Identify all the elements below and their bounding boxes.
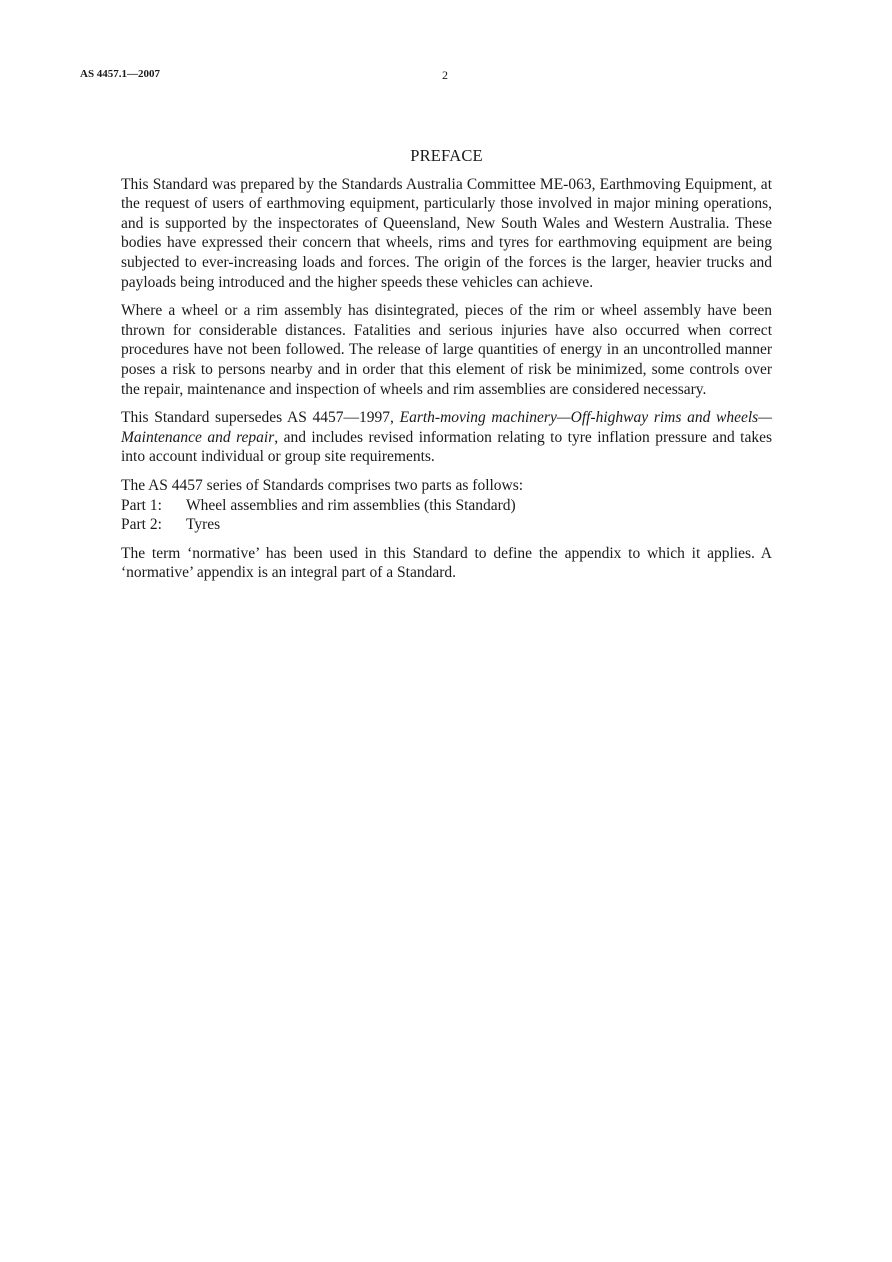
preface-section bbox=[121, 146, 772, 592]
part-row bbox=[121, 515, 772, 535]
supersedes-prefix: This Standard supersedes AS 4457—1997, bbox=[121, 409, 400, 427]
document-id: AS 4457.1—2007 bbox=[80, 68, 161, 80]
series-parts-list bbox=[121, 476, 772, 535]
series-intro: The AS 4457 series of Standards comprises two parts as follows: bbox=[121, 476, 524, 494]
running-header bbox=[80, 68, 812, 84]
superseded-standard-title: Earth-moving machinery—Off-highway rims and wheels—Maintenance and repair bbox=[121, 409, 772, 446]
preface-paragraph-normative: The term ‘normative’ has been used in this Standard to define the appendix to which it applies. A ‘normative’ appendix is an integral part of a Standard. bbox=[121, 544, 772, 582]
preface-paragraph-3 bbox=[121, 408, 772, 467]
part-description: Wheel assemblies and rim assemblies (this Standard) bbox=[186, 496, 516, 514]
part-label: Part 2: bbox=[121, 516, 162, 534]
page-number: 2 bbox=[442, 68, 448, 82]
preface-paragraph-1: This Standard was prepared by the Standards Australia Committee ME-063, Earthmoving Equipment, at the request of users of earthmoving equipment, particularly those involved in major mining operations, and is supported by the inspectorates of Queensland, New South Wales and Western Australia. These bodies have expressed their concern that wheels, rims and tyres for earthmoving equipment are being subjected to ever-increasing loads and forces. The origin of the forces is the larger, heavier trucks and payloads being introduced and the higher speeds these vehicles can achieve. bbox=[121, 175, 772, 291]
part-description: Tyres bbox=[186, 516, 221, 534]
preface-heading: PREFACE bbox=[410, 146, 483, 165]
supersedes-suffix: , and includes revised information relating to tyre inflation pressure and takes into account individual or group site requirements. bbox=[121, 428, 772, 466]
part-row bbox=[121, 496, 772, 516]
preface-paragraph-2: Where a wheel or a rim assembly has disintegrated, pieces of the rim or wheel assembly have been thrown for considerable distances. Fatalities and serious injuries have also occurred when correct procedures have not been followed. The release of large quantities of energy in an uncontrolled manner poses a risk to persons nearby and in order that this element of risk be minimized, some controls over the repair, maintenance and inspection of wheels and rim assemblies are considered necessary. bbox=[121, 302, 772, 398]
part-label: Part 1: bbox=[121, 496, 162, 514]
